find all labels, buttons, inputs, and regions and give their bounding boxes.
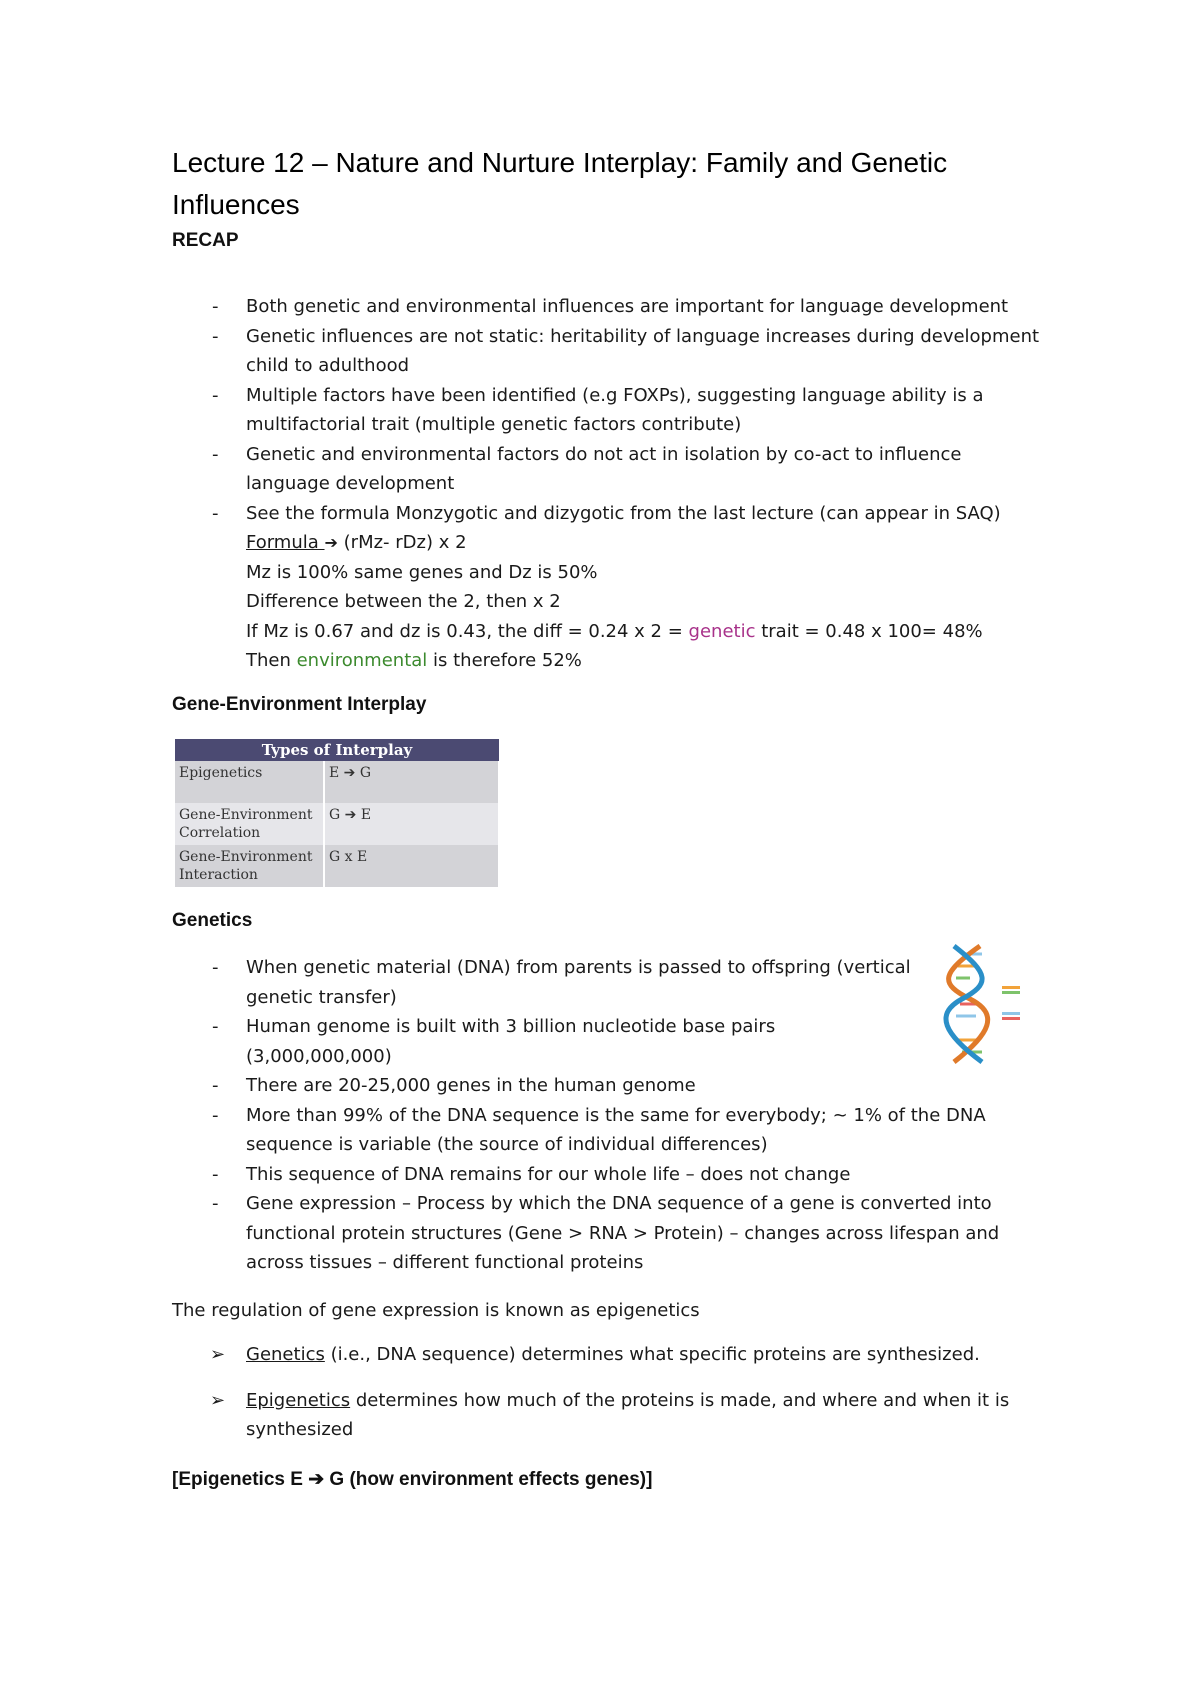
dash: -	[212, 443, 219, 465]
example-text: trait = 0.48 x 100= 48%	[755, 620, 983, 642]
epigenetics-heading: [Epigenetics E ➔ G (how environment effects genes)]	[172, 1469, 653, 1490]
list-item-text: Multiple factors have been identified (e.g FOXPs), suggesting language ability is a	[246, 384, 984, 406]
table-cell: G x E	[324, 845, 499, 887]
list-item	[172, 499, 1052, 529]
list-item	[172, 1101, 1052, 1160]
list-item-text: (3,000,000,000)	[246, 1045, 392, 1067]
dash: -	[212, 1016, 219, 1037]
list-item-text: Genetic and environmental factors do not act in isolation by co-act to influence	[246, 443, 962, 465]
term: Genetics	[246, 1344, 325, 1365]
term: Epigenetics	[246, 1389, 351, 1411]
table-cell: Gene-Environment Interaction	[175, 845, 324, 887]
dash: -	[212, 1104, 219, 1126]
example-text: If Mz is 0.67 and dz is 0.43, the diff = 0.24 x 2 =	[246, 620, 689, 642]
table-cell: Gene-Environment Correlation	[175, 803, 324, 845]
interplay-table	[175, 739, 500, 887]
formula-line	[172, 528, 1052, 558]
list-item-text: child to adulthood	[246, 355, 410, 376]
list-item-text: across tissues – different functional proteins	[246, 1252, 644, 1273]
dash: -	[212, 502, 219, 524]
list-item	[172, 292, 1052, 322]
list-item	[172, 1189, 1052, 1278]
list-item-text: Gene expression – Process by which the DNA sequence of a gene is converted into	[246, 1193, 992, 1214]
table-row	[175, 845, 499, 887]
list-item-text: When genetic material (DNA) from parents is passed to offspring (vertical	[246, 957, 911, 978]
environmental-line	[172, 646, 1052, 676]
list-item-text: More than 99% of the DNA sequence is the same for everybody; ~ 1% of the DNA	[246, 1104, 986, 1126]
list-item	[172, 381, 1052, 440]
genetics-points	[172, 1340, 1052, 1461]
list-item	[172, 1071, 1052, 1101]
list-item	[172, 1340, 1052, 1370]
formula-expression: (rMz- rDz) x 2	[337, 532, 467, 553]
list-item-text: This sequence of DNA remains for our whole life – does not change	[246, 1163, 851, 1185]
environmental-word: environmental	[296, 650, 428, 671]
mz-dz-line: Mz is 100% same genes and Dz is 50%	[246, 561, 598, 583]
list-item	[172, 1160, 1052, 1190]
list-item-text: Genetic influences are not static: heritability of language increases during development	[246, 325, 1040, 347]
interplay-heading: Gene-Environment Interplay	[172, 694, 427, 715]
arrow-bullet-icon: ➢	[210, 1389, 226, 1411]
environmental-text: Then	[246, 650, 297, 671]
environmental-text: is therefore 52%	[427, 650, 582, 671]
right-arrow-icon: ➔	[324, 533, 338, 552]
table-header: Types of Interplay	[175, 739, 499, 761]
genetics-heading: Genetics	[172, 910, 253, 931]
table-cell: G ➔ E	[324, 803, 499, 845]
dna-helix-icon	[940, 944, 1030, 1064]
list-item-text: multifactorial trait (multiple genetic factors contribute)	[246, 414, 742, 435]
list-item	[172, 953, 1052, 1012]
list-item	[172, 440, 1052, 499]
point-text: (i.e., DNA sequence) determines what specific proteins are synthesized.	[324, 1344, 980, 1365]
list-item	[172, 1386, 1052, 1445]
dash: -	[212, 296, 219, 317]
example-line	[172, 617, 1052, 647]
table-row	[175, 803, 499, 845]
dash: -	[212, 1193, 219, 1214]
dash: -	[212, 325, 219, 347]
dash: -	[212, 1075, 219, 1096]
recap-heading: RECAP	[172, 230, 239, 251]
page-title: Lecture 12 – Nature and Nurture Interplay: Family and Genetic Influences	[172, 147, 948, 220]
dash: -	[212, 957, 219, 978]
genetics-list	[172, 953, 1052, 1278]
point-text: synthesized	[246, 1419, 354, 1440]
list-item-text: There are 20-25,000 genes in the human genome	[246, 1075, 696, 1096]
list-item-text: Human genome is built with 3 billion nucleotide base pairs	[246, 1016, 776, 1037]
list-item	[172, 1012, 1052, 1071]
regulation-text: The regulation of gene expression is known as epigenetics	[172, 1300, 700, 1321]
point-text: determines how much of the proteins is made, and where and when it is	[350, 1389, 1010, 1411]
table-cell: E ➔ G	[324, 761, 499, 803]
list-item	[172, 322, 1052, 381]
genetic-word: genetic	[688, 620, 756, 642]
list-item-text: functional protein structures (Gene > RNA > Protein) – changes across lifespan and	[246, 1222, 1000, 1244]
dash: -	[212, 384, 219, 406]
table-row	[175, 761, 499, 803]
arrow-bullet-icon: ➢	[210, 1344, 226, 1365]
table-cell: Epigenetics	[175, 761, 324, 803]
list-item-text: language development	[246, 473, 455, 494]
difference-line: Difference between the 2, then x 2	[246, 591, 561, 612]
formula-label: Formula	[246, 532, 325, 553]
dash: -	[212, 1163, 219, 1185]
list-item-text: Both genetic and environmental influences are important for language development	[246, 296, 1009, 317]
recap-list	[172, 292, 1052, 676]
list-item-text: See the formula Monzygotic and dizygotic from the last lecture (can appear in SAQ)	[246, 502, 1001, 524]
list-item-text: sequence is variable (the source of individual differences)	[246, 1134, 768, 1155]
list-item-text: genetic transfer)	[246, 986, 397, 1008]
